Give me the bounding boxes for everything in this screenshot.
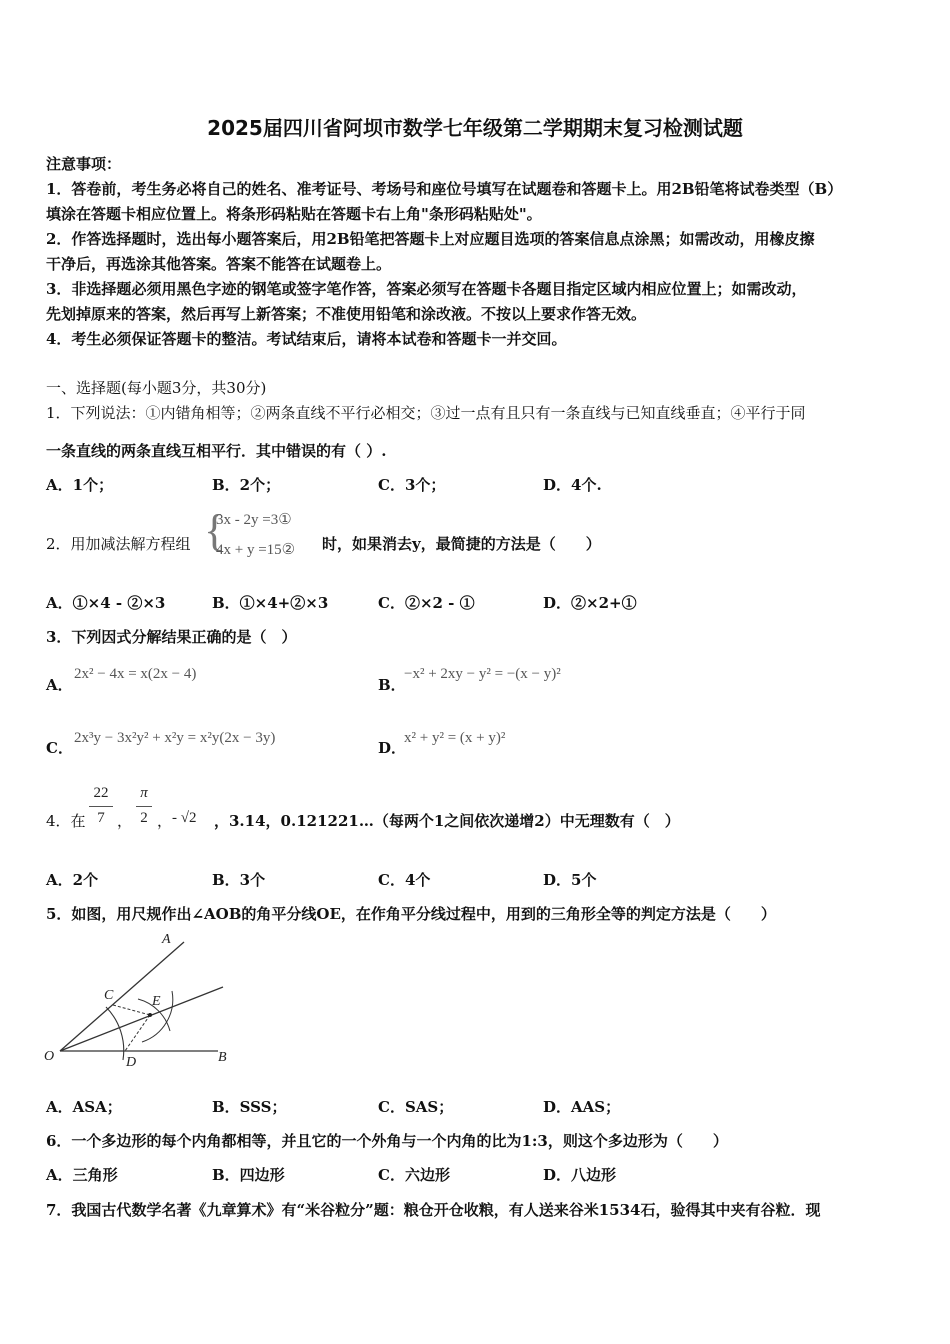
notice-heading: 注意事项： [46,155,122,173]
q5-option-d: D．AAS； [543,1098,621,1116]
q4-frac2-den: 2 [140,810,148,826]
q4-sep2: ， [157,812,173,830]
q4-option-a: A．2个 [46,871,99,889]
q1-option-b: B．2个； [212,476,281,494]
q1-option-c: C．3个； [378,476,446,494]
q4-option-b: B．3个 [212,871,266,889]
angle-bisector-figure [40,925,240,1075]
q4-suffix: ，3.14，0.121221…（每两个1之间依次递增2）中无理数有（ ） [214,812,680,830]
q7-stem: 7．我国古代数学名著《九章算术》有“米谷粒分”题：粮仓开仓收粮，有人送来谷米1534石，验得其中夹有谷粒．现 [46,1201,821,1219]
notice-line: 2．作答选择题时，选出每小题答案后，用2B铅笔把答题卡上对应题目选项的答案信息点涂黑；如需改动，用橡皮擦 [46,230,815,248]
q6-stem: 6．一个多边形的每个内角都相等，并且它的一个外角与一个内角的比为1:3，则这个多边形为（ ） [46,1132,728,1150]
q6-option-d: D．八边形 [543,1166,617,1184]
label-e: E [152,994,161,1009]
ray-oe [60,987,223,1051]
q2-equation-2: 4x + y =15② [216,542,296,558]
q3-expr-a: 2x² − 4x = x(2x − 4) [74,666,197,682]
notice-line: 4．考生必须保证答题卡的整洁。考试结束后，请将本试卷和答题卡一并交回。 [46,330,567,348]
q3-expr-b: −x² + 2xy − y² = −(x − y)² [404,666,561,682]
section-heading: 一、选择题(每小题3分，共30分) [46,379,267,397]
segment-ce [113,1005,150,1015]
label-c: C [104,988,114,1003]
q5-stem: 5．如图，用尺规作出∠AOB的角平分线OE，在作角平分线过程中，用到的三角形全等的判定方法是（ ） [46,905,776,923]
notice-line: 3．非选择题必须用黑色字迹的钢笔或签字笔作答，答案必须写在答题卡各题目指定区域内相应位置上；如需改动， [46,280,807,298]
q4-frac2-bar [136,806,152,807]
q5-option-b: B．SSS； [212,1098,287,1116]
q2-stem-suffix: 时，如果消去y，最简捷的方法是（ ） [322,535,601,553]
q2-stem-prefix: 2．用加减法解方程组 [46,535,191,553]
q4-frac1-bar [89,806,113,807]
q5-option-a: A．ASA； [46,1098,122,1116]
q1-option-a: A．1个； [46,476,114,494]
q1-stem-line2: 一条直线的两条直线互相平行．其中错误的有（ ）. [46,442,387,460]
q3-expr-d: x² + y² = (x + y)² [404,730,506,746]
q6-option-b: B．四边形 [212,1166,285,1184]
label-b: B [218,1050,227,1065]
q4-frac2-num: π [140,785,148,801]
q2-option-c: C．②×2 - ① [378,594,475,612]
q2-equation-1: 3x - 2y =3① [216,512,292,528]
q3-label-b: B． [378,676,406,694]
q4-frac1-num: 22 [93,785,109,801]
q4-frac1-den: 7 [97,810,105,826]
q3-label-a: A． [46,676,73,694]
page-title: 2025届四川省阿坝市数学七年级第二学期期末复习检测试题 [207,116,743,140]
label-d: D [126,1055,137,1070]
arc-cd [106,1007,124,1060]
label-o: O [44,1049,55,1064]
q3-stem: 3．下列因式分解结果正确的是（ ） [46,628,297,646]
q6-option-c: C．六边形 [378,1166,450,1184]
system-brace: { [204,506,226,555]
q4-option-d: D．5个 [543,871,597,889]
q1-stem-line1: 1．下列说法：①内错角相等；②两条直线不平行必相交；③过一点有且只有一条直线与已知直线垂直；④平行于同 [46,404,806,422]
q1-option-d: D．4个. [543,476,602,494]
notice-line: 干净后，再选涂其他答案。答案不能答在试题卷上。 [46,255,392,273]
label-a: A [162,932,171,947]
q4-sep1: ， [117,812,133,830]
q4-option-c: C．4个 [378,871,431,889]
point-e [148,1013,152,1017]
q6-option-a: A．三角形 [46,1166,118,1184]
q4-neg-sqrt: - √2 [172,810,197,826]
q2-option-b: B．①×4+②×3 [212,594,329,612]
q3-expr-c: 2x³y − 3x²y² + x²y = x²y(2x − 3y) [74,730,276,746]
q5-option-c: C．SAS； [378,1098,454,1116]
q3-label-d: D． [378,739,407,757]
q2-option-d: D．②×2+① [543,594,637,612]
q4-prefix: 4．在 [46,812,86,830]
notice-line: 先划掉原来的答案，然后再写上新答案；不准使用铅笔和涂改液。不按以上要求作答无效。 [46,305,647,323]
q3-label-c: C． [46,739,73,757]
q2-option-a: A．①×4 - ②×3 [46,594,166,612]
notice-line: 填涂在答题卡相应位置上。将条形码粘贴在答题卡右上角"条形码粘贴处"。 [46,205,542,223]
notice-line: 1．答卷前，考生务必将自己的姓名、准考证号、考场号和座位号填写在试题卷和答题卡上。用2B铅笔将试卷类型（B） [46,180,843,198]
